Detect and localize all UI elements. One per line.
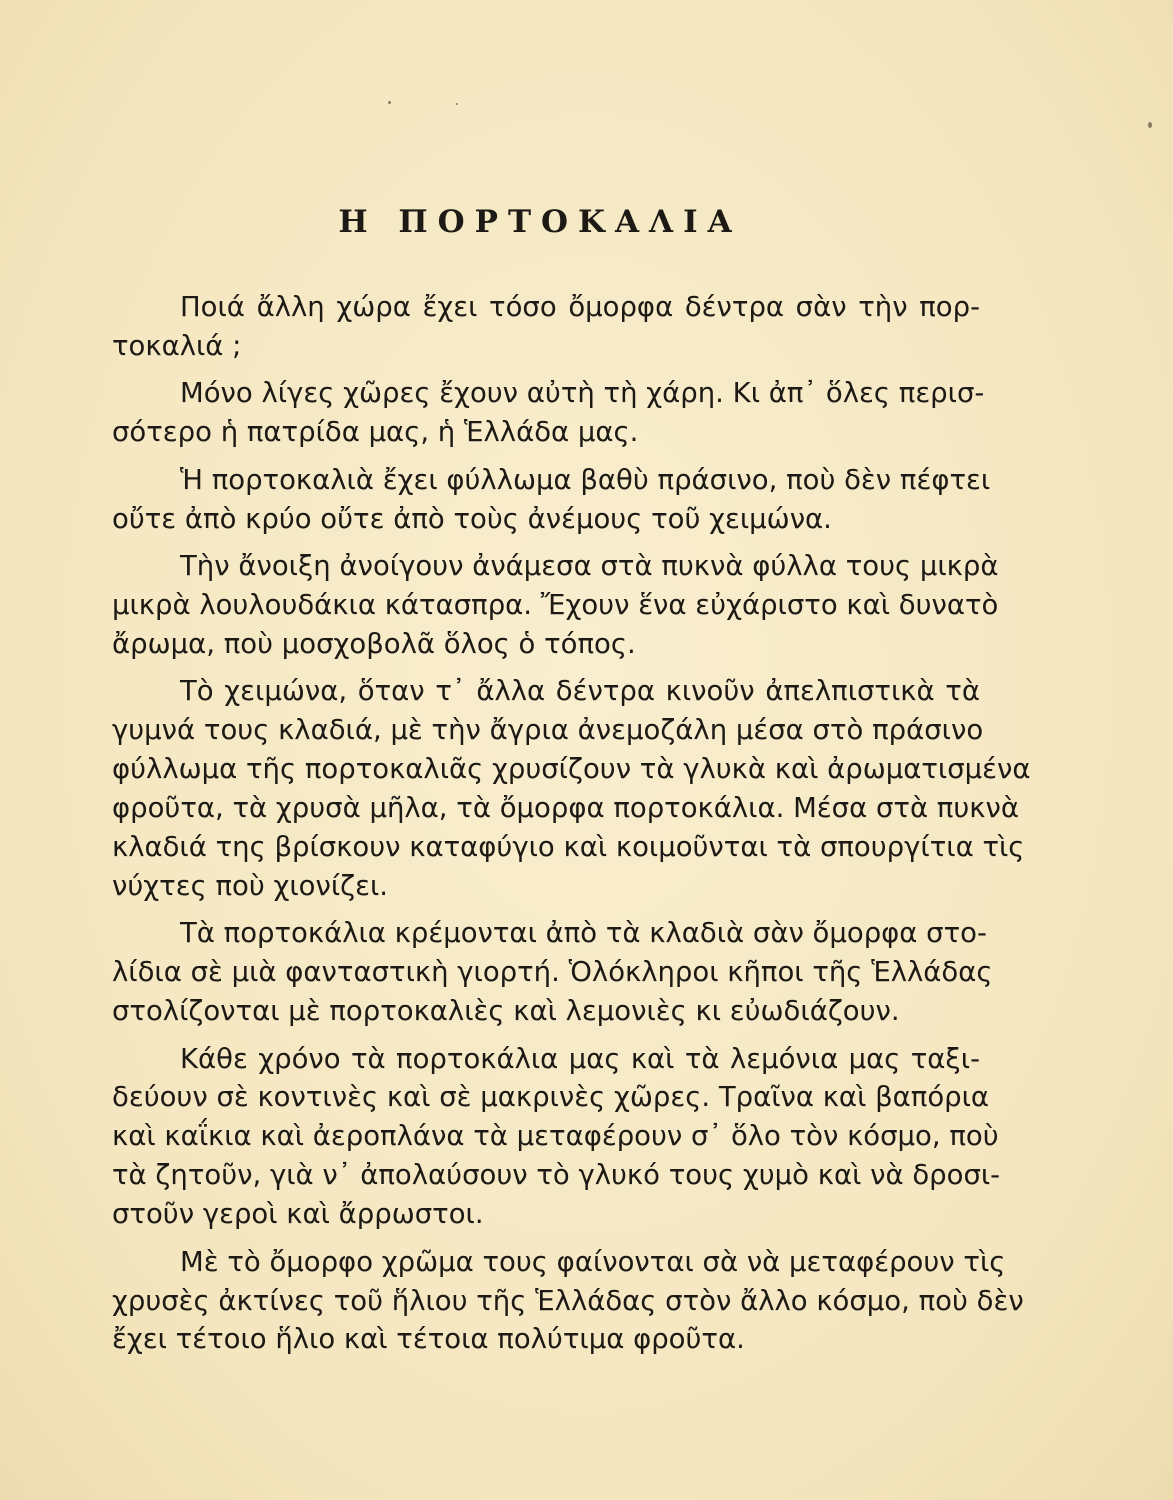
paragraph-8 <box>112 1243 1024 1360</box>
text-line: Κάθε χρόνο τὰ πορτοκάλια μας καὶ τὰ λεμόνια μας ταξι- <box>180 1042 980 1075</box>
text-line: νύχτες ποὺ χιονίζει. <box>112 869 389 902</box>
body-text <box>112 288 1031 1368</box>
paragraph-4 <box>112 547 999 664</box>
text-line: Τὰ πορτοκάλια κρέμονται ἀπὸ τὰ κλαδιὰ σὰν ὄμορφα στο- <box>180 917 987 950</box>
text-line: στολίζονται μὲ πορτοκαλιὲς καὶ λεμονιὲς κι εὐωδιάζουν. <box>112 995 900 1028</box>
text-line: Ἡ πορτοκαλιὰ ἔχει φύλλωμα βαθὺ πράσινο, ποὺ δὲν πέφτει <box>180 463 991 496</box>
text-line: καὶ καΐκια καὶ ἀεροπλάνα τὰ μεταφέρουν σ᾿ ὅλο τὸν κόσμο, ποὺ <box>112 1120 999 1153</box>
paragraph-2 <box>112 374 985 452</box>
text-line: φύλλωμα τῆς πορτοκαλιᾶς χρυσίζουν τὰ γλυκὰ καὶ ἀρωματισμένα <box>112 753 1031 786</box>
text-line: Τὸ χειμώνα, ὅταν τ᾿ ἄλλα δέντρα κινοῦν ἀπελπιστικὰ τὰ <box>180 675 980 708</box>
text-line: στοῦν γεροὶ καὶ ἄρρωστοι. <box>112 1198 484 1231</box>
text-line: γυμνά τους κλαδιά, μὲ τὴν ἄγρια ἀνεμοζάλη μέσα στὸ πράσινο <box>112 714 984 747</box>
page-title: Η ΠΟΡΤΟΚΑΛΙΑ <box>338 204 742 240</box>
text-line: ἔχει τέτοιο ἥλιο καὶ τέτοια πολύτιμα φροῦτα. <box>112 1323 745 1356</box>
text-line: τοκαλιά ; <box>112 329 242 362</box>
text-line: κλαδιά της βρίσκουν καταφύγιο καὶ κοιμοῦνται τὰ σπουργίτια τὶς <box>112 830 1025 863</box>
text-line: λίδια σὲ μιὰ φανταστικὴ γιορτή. Ὁλόκληροι κῆποι τῆς Ἑλλάδας <box>112 956 993 989</box>
paper-speck <box>1148 122 1152 128</box>
paper-speck <box>456 103 458 105</box>
paragraph-1 <box>112 288 980 366</box>
paragraph-6 <box>112 914 993 1031</box>
text-line: σότερο ἡ πατρίδα μας, ἡ Ἑλλάδα μας. <box>112 416 639 449</box>
paragraph-3 <box>112 461 991 539</box>
text-line: Τὴν ἄνοιξη ἀνοίγουν ἀνάμεσα στὰ πυκνὰ φύλλα τους μικρὰ <box>180 550 999 583</box>
text-line: φροῦτα, τὰ χρυσὰ μῆλα, τὰ ὄμορφα πορτοκάλια. Μέσα στὰ πυκνὰ <box>112 792 1019 825</box>
text-line: οὔτε ἀπὸ κρύο οὔτε ἀπὸ τοὺς ἀνέμους τοῦ χειμώνα. <box>112 502 832 535</box>
text-line: τὰ ζητοῦν, γιὰ ν᾿ ἀπολαύσουν τὸ γλυκό τους χυμὸ καὶ νὰ δροσι- <box>112 1159 1001 1192</box>
text-line: Μὲ τὸ ὄμορφο χρῶμα τους φαίνονται σὰ νὰ μεταφέρουν τὶς <box>180 1245 1006 1278</box>
paper-speck <box>388 101 391 104</box>
text-line: Μόνο λίγες χῶρες ἔχουν αὐτὴ τὴ χάρη. Κι ἀπ᾿ ὅλες περισ- <box>180 377 985 410</box>
text-line: Ποιά ἄλλη χώρα ἔχει τόσο ὄμορφα δέντρα σὰν τὴν πορ- <box>180 291 980 323</box>
text-line: δεύουν σὲ κοντινὲς καὶ σὲ μακρινὲς χῶρες. Τραῖνα καὶ βαπόρια <box>112 1081 990 1114</box>
paragraph-5 <box>112 672 1031 905</box>
text-line: χρυσὲς ἀκτίνες τοῦ ἥλιου τῆς Ἑλλάδας στὸν ἄλλο κόσμο, ποὺ δὲν <box>112 1284 1024 1317</box>
text-line: ἄρωμα, ποὺ μοσχοβολᾶ ὅλος ὁ τόπος. <box>112 627 636 660</box>
text-line: μικρὰ λουλουδάκια κάτασπρα. Ἔχουν ἕνα εὐχάριστο καὶ δυνατὸ <box>112 589 999 622</box>
paragraph-7 <box>112 1040 1001 1234</box>
